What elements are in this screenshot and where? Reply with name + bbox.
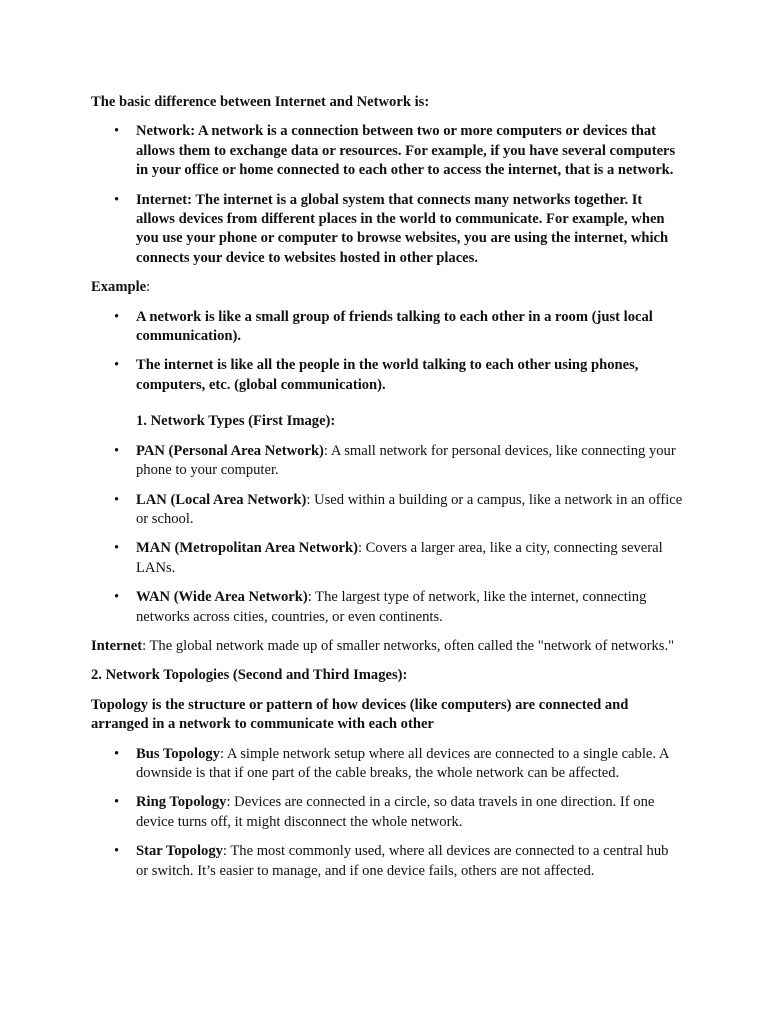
item-term: Ring Topology: [136, 794, 227, 811]
bullet-icon: •: [114, 123, 120, 140]
item-text: : A small network for personal devices, like connecting your phone to your computer.: [136, 442, 676, 479]
bullet-icon: •: [114, 491, 120, 508]
list-item: [91, 356, 683, 395]
network-types-list: [91, 442, 683, 627]
item-text: A network is like a small group of friends talking to each other in a room (just local communication).: [136, 308, 653, 345]
list-item: [91, 122, 683, 180]
item-text: : The largest type of network, like the internet, connecting networks across cities, countries, or even continents.: [136, 589, 647, 625]
item-text: A network is a connection between two or more computers or devices that allows them to exchange data or resources. For example, if you have several computers in your office or home connected to each other to access the internet, that is a network.: [136, 123, 676, 179]
item-term: Bus Topology: [136, 745, 220, 762]
item-term: WAN (Wide Area Network): [136, 589, 308, 606]
item-term: MAN (Metropolitan Area Network): [136, 540, 358, 557]
list-item: [91, 442, 683, 481]
bullet-icon: •: [114, 540, 120, 557]
list-item: [91, 191, 683, 269]
example-heading-term: Example: [91, 279, 147, 296]
internet-term: Internet: [91, 637, 143, 654]
intro-list: [91, 122, 683, 268]
item-text: : The most commonly used, where all devices are connected to a central hub or switch. It’s easier to manage, and if one device fails, others are not affected.: [136, 843, 669, 879]
topologies-list: [91, 745, 683, 881]
item-text: : Devices are connected in a circle, so data travels in one direction. If one device turns off, it might disconnect the whole network.: [136, 794, 655, 830]
intro-heading: The basic difference between Internet and Network is:: [91, 94, 430, 110]
internet-text: : The global network made up of smaller networks, often called the "network of networks.": [142, 637, 675, 654]
list-item: [91, 491, 683, 530]
item-term: Star Topology: [136, 843, 223, 860]
item-text: : A simple network setup where all devices are connected to a single cable. A downside is that if one part of the cable breaks, the whole network can be affected.: [136, 745, 669, 781]
bullet-icon: •: [114, 745, 120, 762]
list-item: [91, 745, 683, 784]
list-item: [91, 539, 683, 578]
example-heading: [91, 278, 683, 297]
bullet-icon: •: [114, 357, 120, 374]
item-term: Network:: [136, 123, 196, 140]
list-item: [91, 842, 683, 881]
list-item: [91, 793, 683, 832]
document-page: [91, 93, 683, 891]
bullet-icon: •: [114, 308, 120, 325]
list-item: [91, 308, 683, 347]
item-term: Internet:: [136, 191, 192, 208]
topologies-heading: 2. Network Topologies (Second and Third Images):: [91, 667, 408, 684]
bullet-icon: •: [114, 589, 120, 606]
item-text: The internet is a global system that connects many networks together. It allows devices from different places in the world to communicate. For example, when you use your phone or computer to browse websites, you are using the internet, which connects your device to websites hosted in other places.: [136, 191, 669, 266]
list-item: [91, 588, 683, 627]
internet-definition: [91, 637, 683, 656]
example-heading-colon: :: [146, 279, 151, 296]
bullet-icon: •: [114, 843, 120, 860]
item-text: : Covers a larger area, like a city, connecting several LANs.: [136, 540, 663, 576]
item-text: : Used within a building or a campus, like a network in an office or school.: [136, 491, 683, 527]
network-types-heading: 1. Network Types (First Image):: [136, 413, 336, 430]
item-text: The internet is like all the people in the world talking to each other using phones, computers, etc. (global communication).: [136, 357, 639, 393]
bullet-icon: •: [114, 191, 120, 208]
item-term: PAN (Personal Area Network): [136, 442, 324, 459]
example-list: [91, 308, 683, 396]
topology-definition: Topology is the structure or pattern of how devices (like computers) are connected and arranged in a network to communicate with each other: [91, 696, 629, 733]
bullet-icon: •: [114, 442, 120, 459]
bullet-icon: •: [114, 794, 120, 811]
item-term: LAN (Local Area Network): [136, 491, 307, 508]
